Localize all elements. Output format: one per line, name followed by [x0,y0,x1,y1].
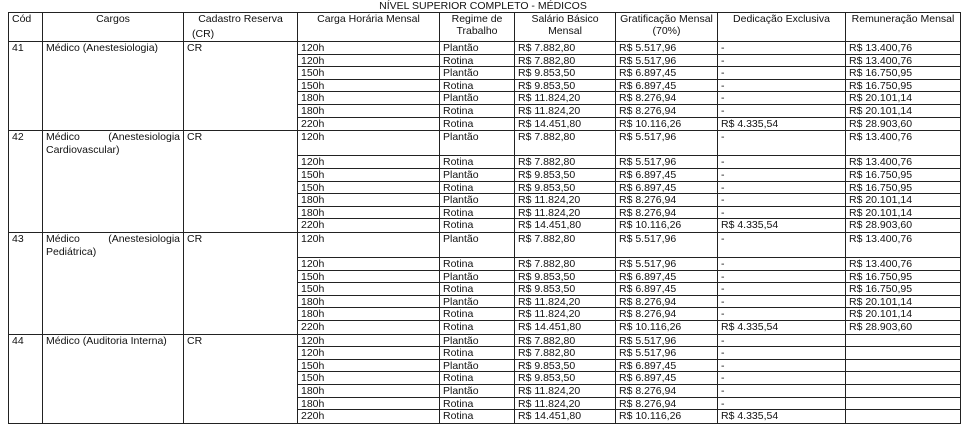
salario-cell: R$ 7.882,80 [515,42,615,55]
carga-cell: 150h [298,169,439,182]
cargo-cell [43,334,184,423]
carga-cell: 220h [301,321,325,334]
salario-cell: R$ 7.882,80 [515,347,615,360]
salario-cell: R$ 9.853,50 [515,169,615,182]
carga-cell: 120h [298,55,439,68]
salario-cell: R$ 7.882,80 [515,233,615,258]
gratificacao-cell: R$ 5.517,96 [616,347,717,360]
remuneracao-cell: R$ 20.101,14 [846,92,960,105]
remuneracao-cell: R$ 16.750,95 [846,169,960,182]
salario-cell: R$ 11.824,20 [515,398,615,411]
table-row [9,42,961,131]
dedicacao-cell: - [718,308,845,321]
carga-cell: 150h [298,182,439,195]
regime-cell: Rotina [443,117,474,130]
regime-cell: Plantão [440,296,514,309]
gratificacao-cell: R$ 10.116,26 [619,321,682,334]
regime-cell: Plantão [440,360,514,373]
regime-cell: Plantão [440,42,514,55]
regime-cell: Rotina [440,156,514,169]
regime-cell-group [440,131,515,233]
header-cadastro [184,13,298,42]
carga-cell: 120h [298,335,439,348]
remuneracao-cell: R$ 13.400,76 [846,258,960,271]
salario-cell: R$ 11.824,20 [515,207,615,220]
gratificacao-cell: R$ 8.276,94 [616,105,717,118]
header-cod: Cód [9,13,43,42]
cod-cell: 43 [9,232,43,334]
gratificacao-cell: R$ 6.897,45 [616,271,717,284]
regime-cell: Rotina [440,283,514,296]
salario-cell: R$ 9.853,50 [515,182,615,195]
cargo-text: Médico (Anestesiologia) [46,42,159,54]
gratificacao-cell: R$ 5.517,96 [616,55,717,68]
carga-cell: 120h [298,258,439,271]
remuneracao-cell [846,335,960,348]
regime-cell-group [440,42,515,131]
remuneracao-cell [846,347,960,360]
salario-cell: R$ 14.451,80 [518,117,582,130]
regime-cell-group [440,334,515,423]
header-cargos: Cargos [43,13,184,42]
carga-cell: 120h [298,131,439,156]
gratificacao-cell: R$ 6.897,45 [616,360,717,373]
cod-cell: 42 [9,131,43,233]
gratificacao-cell: R$ 6.897,45 [616,80,717,93]
carga-cell-group [298,334,440,423]
dedicacao-cell: - [718,156,845,169]
regime-cell: Plantão [440,131,514,156]
header-gratificacao: Gratificação Mensal (70%) [616,13,718,42]
salario-cell: R$ 9.853,50 [515,80,615,93]
salary-table [8,12,961,424]
header-dedicacao: Dedicação Exclusiva [718,13,846,42]
remuneracao-cell: R$ 16.750,95 [846,283,960,296]
regime-cell: Rotina [440,398,514,411]
carga-cell: 120h [298,42,439,55]
dedicacao-cell-group [718,334,846,423]
cargo-cell [43,42,184,131]
dedicacao-cell: R$ 4.335,54 [721,410,779,423]
gratificacao-cell: R$ 8.276,94 [616,92,717,105]
carga-cell: 180h [298,398,439,411]
carga-cell: 150h [298,271,439,284]
gratificacao-cell: R$ 5.517,96 [616,42,717,55]
regime-cell: Rotina [440,347,514,360]
dedicacao-cell-group [718,232,846,334]
remuneracao-cell: R$ 13.400,76 [846,156,960,169]
gratificacao-cell: R$ 8.276,94 [616,194,717,207]
cargo-text: Médico (Anestesiologia Pediátrica) [46,232,180,258]
regime-cell-group [440,232,515,334]
salario-cell: R$ 9.853,50 [515,271,615,284]
cargo-cell [43,131,184,233]
dedicacao-cell: - [718,67,845,80]
table-row [9,131,961,233]
table-title: NÍVEL SUPERIOR COMPLETO - MÉDICOS [379,0,587,12]
salario-cell-group [515,232,616,334]
dedicacao-cell: R$ 4.335,54 [721,117,779,130]
gratificacao-cell-group [616,131,718,233]
dedicacao-cell: - [718,347,845,360]
salario-cell: R$ 7.882,80 [515,156,615,169]
regime-cell: Rotina [440,80,514,93]
salario-cell: R$ 7.882,80 [515,131,615,156]
carga-cell-group [298,131,440,233]
dedicacao-cell: - [718,182,845,195]
salario-cell: R$ 9.853,50 [515,360,615,373]
gratificacao-cell-group [616,42,718,131]
dedicacao-cell: - [718,385,845,398]
dedicacao-cell: - [718,258,845,271]
dedicacao-cell: - [718,283,845,296]
dedicacao-cell: - [718,194,845,207]
gratificacao-cell: R$ 6.897,45 [616,372,717,385]
remuneracao-cell: R$ 13.400,76 [846,55,960,68]
carga-cell-group [298,42,440,131]
remuneracao-cell-group [846,42,961,131]
header-row [9,13,961,42]
cr-cell: CR [184,131,298,233]
remuneracao-cell-group [846,131,961,233]
remuneracao-cell [846,385,960,398]
gratificacao-cell-group [616,232,718,334]
salario-cell: R$ 9.853,50 [515,283,615,296]
cod-cell: 41 [9,42,43,131]
carga-cell: 150h [298,67,439,80]
carga-cell: 120h [298,347,439,360]
salario-cell: R$ 14.451,80 [518,321,582,334]
remuneracao-cell: R$ 13.400,76 [846,42,960,55]
carga-cell: 180h [298,105,439,118]
carga-cell: 150h [298,80,439,93]
salario-cell: R$ 11.824,20 [515,308,615,321]
remuneracao-cell: R$ 28.903,60 [849,321,913,334]
cargo-text: Médico (Anestesiologia Cardiovascular) [46,131,180,156]
carga-cell: 150h [298,283,439,296]
regime-cell: Rotina [440,308,514,321]
remuneracao-cell: R$ 20.101,14 [846,194,960,207]
carga-cell: 120h [298,156,439,169]
dedicacao-cell: - [718,233,845,258]
header-regime: Regime de Trabalho [440,13,515,42]
remuneracao-cell: R$ 13.400,76 [846,233,960,258]
salario-cell: R$ 11.824,20 [515,385,615,398]
salario-cell: R$ 14.451,80 [518,410,582,423]
gratificacao-cell: R$ 8.276,94 [616,308,717,321]
regime-cell: Plantão [440,233,514,258]
remuneracao-cell [846,372,960,385]
remuneracao-cell [846,398,960,411]
regime-cell: Rotina [443,410,474,423]
remuneracao-cell-group [846,232,961,334]
salario-cell: R$ 7.882,80 [515,55,615,68]
salario-cell-group [515,42,616,131]
carga-cell: 150h [298,360,439,373]
salario-cell: R$ 14.451,80 [518,219,582,232]
gratificacao-cell: R$ 6.897,45 [616,67,717,80]
gratificacao-cell: R$ 5.517,96 [616,258,717,271]
gratificacao-cell-group [616,334,718,423]
carga-cell-group [298,232,440,334]
regime-cell: Plantão [440,92,514,105]
salario-cell: R$ 7.882,80 [515,258,615,271]
cargo-text: Médico (Auditoria Interna) [46,334,167,347]
cr-cell: CR [184,232,298,334]
gratificacao-cell: R$ 6.897,45 [616,182,717,195]
remuneracao-cell: R$ 16.750,95 [846,271,960,284]
header-salario: Salário Básico Mensal [515,13,616,42]
dedicacao-cell: R$ 4.335,54 [721,219,779,232]
carga-cell: 120h [298,233,439,258]
remuneracao-cell: R$ 16.750,95 [846,67,960,80]
regime-cell: Rotina [440,207,514,220]
salario-cell: R$ 11.824,20 [515,194,615,207]
salario-cell: R$ 7.882,80 [515,335,615,348]
salario-cell: R$ 11.824,20 [515,296,615,309]
regime-cell: Rotina [440,372,514,385]
dedicacao-cell: - [718,55,845,68]
carga-cell: 220h [301,117,325,130]
gratificacao-cell: R$ 8.276,94 [616,296,717,309]
remuneracao-cell-group [846,334,961,423]
dedicacao-cell: R$ 4.335,54 [721,321,779,334]
cr-cell: CR [184,42,298,131]
dedicacao-cell: - [718,92,845,105]
gratificacao-cell: R$ 10.116,26 [619,117,682,130]
gratificacao-cell: R$ 10.116,26 [619,219,682,232]
gratificacao-cell: R$ 6.897,45 [616,283,717,296]
gratificacao-cell: R$ 5.517,96 [616,131,717,156]
regime-cell: Plantão [440,271,514,284]
dedicacao-cell: - [718,105,845,118]
remuneracao-cell: R$ 20.101,14 [846,296,960,309]
remuneracao-cell: R$ 28.903,60 [849,219,913,232]
remuneracao-cell: R$ 16.750,95 [846,80,960,93]
salario-cell: R$ 9.853,50 [515,372,615,385]
carga-cell: 220h [301,219,325,232]
regime-cell: Rotina [440,105,514,118]
carga-cell: 180h [298,194,439,207]
regime-cell: Rotina [443,219,474,232]
carga-cell: 180h [298,308,439,321]
dedicacao-cell: - [718,296,845,309]
header-cadastro-sub: (CR) [192,28,215,41]
dedicacao-cell: - [718,335,845,348]
gratificacao-cell: R$ 8.276,94 [616,207,717,220]
remuneracao-cell: R$ 20.101,14 [846,105,960,118]
regime-cell: Plantão [440,385,514,398]
cargo-cell [43,232,184,334]
regime-cell: Rotina [440,182,514,195]
carga-cell: 220h [301,410,325,423]
gratificacao-cell: R$ 6.897,45 [616,169,717,182]
regime-cell: Plantão [440,194,514,207]
salario-cell: R$ 11.824,20 [515,105,615,118]
salario-cell: R$ 9.853,50 [515,67,615,80]
dedicacao-cell: - [718,372,845,385]
gratificacao-cell: R$ 5.517,96 [616,233,717,258]
gratificacao-cell: R$ 5.517,96 [616,335,717,348]
regime-cell: Plantão [440,335,514,348]
remuneracao-cell [846,360,960,373]
gratificacao-cell: R$ 8.276,94 [616,398,717,411]
dedicacao-cell: - [718,271,845,284]
table-row [9,334,961,423]
regime-cell: Rotina [443,321,474,334]
dedicacao-cell: - [718,207,845,220]
carga-cell: 180h [298,296,439,309]
cod-cell: 44 [9,334,43,423]
table-row [9,232,961,334]
dedicacao-cell: - [718,360,845,373]
carga-cell: 150h [298,372,439,385]
carga-cell: 180h [298,92,439,105]
regime-cell: Plantão [440,169,514,182]
salario-cell-group [515,334,616,423]
header-cadastro-label: Cadastro Reserva [198,13,283,25]
remuneracao-cell [846,410,960,423]
regime-cell: Rotina [440,258,514,271]
gratificacao-cell: R$ 10.116,26 [619,410,682,423]
remuneracao-cell: R$ 28.903,60 [849,117,913,130]
carga-cell: 180h [298,385,439,398]
dedicacao-cell: - [718,169,845,182]
dedicacao-cell: - [718,131,845,156]
cr-cell: CR [184,334,298,423]
salario-cell: R$ 11.824,20 [515,92,615,105]
carga-cell: 180h [298,207,439,220]
dedicacao-cell: - [718,42,845,55]
gratificacao-cell: R$ 8.276,94 [616,385,717,398]
dedicacao-cell-group [718,42,846,131]
remuneracao-cell: R$ 20.101,14 [846,308,960,321]
dedicacao-cell-group [718,131,846,233]
salario-cell-group [515,131,616,233]
dedicacao-cell: - [718,80,845,93]
remuneracao-cell: R$ 16.750,95 [846,182,960,195]
remuneracao-cell: R$ 20.101,14 [846,207,960,220]
header-remuneracao: Remuneração Mensal [846,13,961,42]
regime-cell: Plantão [440,67,514,80]
regime-cell: Rotina [440,55,514,68]
gratificacao-cell: R$ 5.517,96 [616,156,717,169]
dedicacao-cell: - [718,398,845,411]
header-carga: Carga Horária Mensal [298,13,440,42]
remuneracao-cell: R$ 13.400,76 [846,131,960,156]
